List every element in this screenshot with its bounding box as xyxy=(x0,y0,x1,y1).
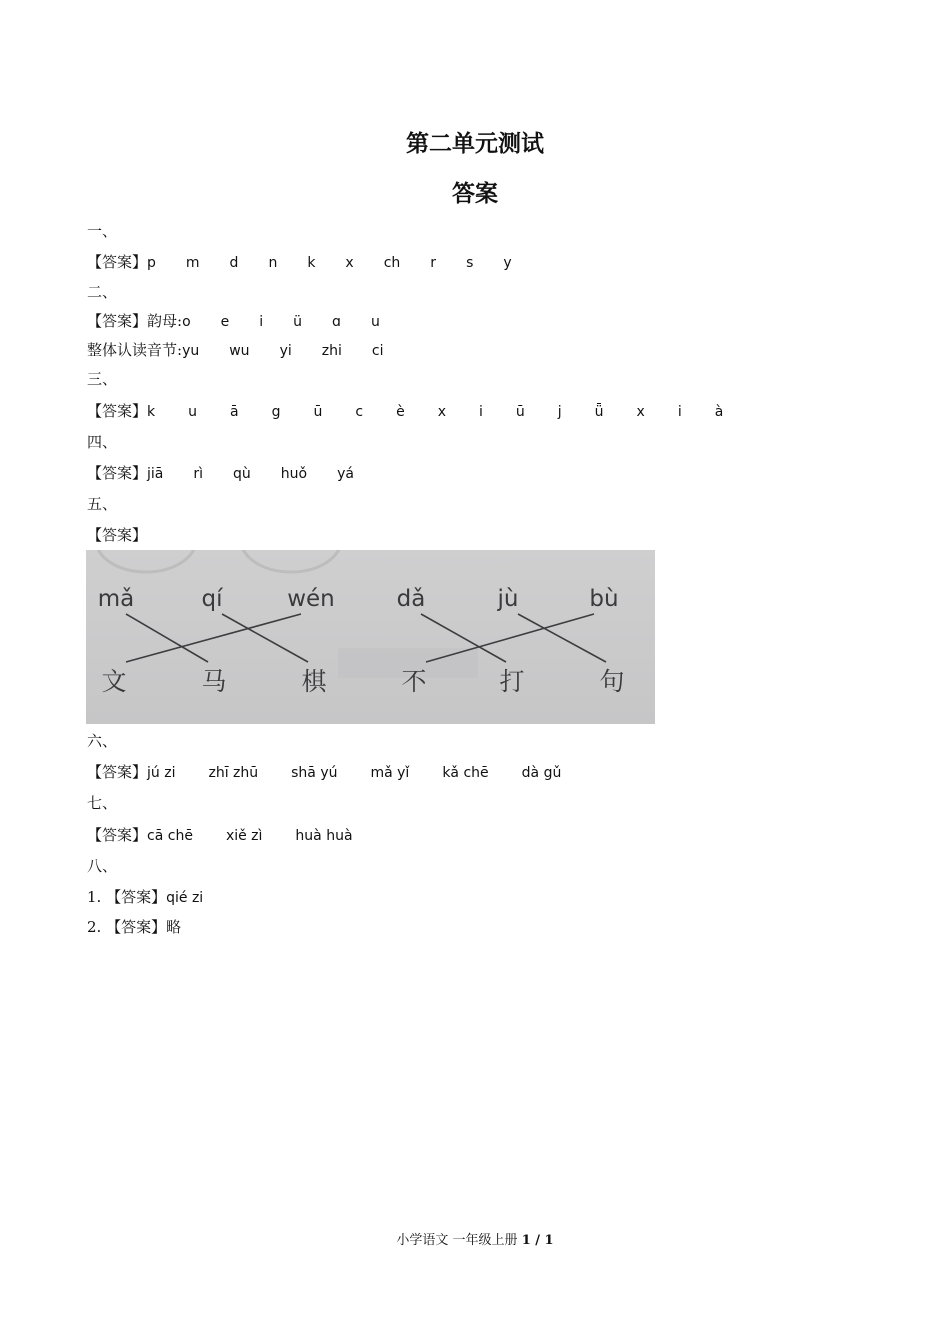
pinyin-item: huà huà xyxy=(295,828,353,844)
section-3-heading: 三、 xyxy=(87,370,118,388)
pinyin-item: k xyxy=(147,404,156,420)
pinyin-item: o xyxy=(182,314,191,330)
pinyin-item: mǎ yǐ xyxy=(370,765,410,781)
pinyin-item: è xyxy=(396,404,405,420)
zhengti-items xyxy=(182,341,383,361)
section-1-answer xyxy=(87,252,512,273)
match-line-4 xyxy=(518,614,606,662)
pinyin-top-0: mǎ xyxy=(97,586,135,612)
char-bottom-5: 句 xyxy=(599,667,625,696)
section-5-heading: 五、 xyxy=(87,495,118,513)
pinyin-item: y xyxy=(503,255,512,271)
pinyin-item: ū xyxy=(313,404,323,420)
section-4-items xyxy=(147,464,354,484)
match-line-0 xyxy=(126,614,208,662)
pinyin-item: à xyxy=(714,404,724,420)
pinyin-item: zhī zhū xyxy=(208,765,259,781)
match-line-5 xyxy=(426,614,594,662)
answer-label: 【答案】 xyxy=(87,826,148,844)
pinyin-item: xiě zì xyxy=(225,828,263,844)
pinyin-item: s xyxy=(466,255,474,271)
char-bottom-3: 不 xyxy=(401,667,427,696)
pinyin-item: jú zi xyxy=(147,765,176,781)
pinyin-item: ɑ xyxy=(332,314,341,330)
pinyin-item: e xyxy=(220,314,230,330)
pinyin-item: jiā xyxy=(147,466,164,482)
section-2-zhengti xyxy=(87,340,383,361)
pinyin-top-4: jù xyxy=(497,586,519,612)
pinyin-item: huǒ xyxy=(280,466,308,482)
pinyin-top-row xyxy=(98,586,619,612)
section-7-answer xyxy=(87,825,353,846)
char-bottom-1: 马 xyxy=(201,667,227,696)
pinyin-item: wu xyxy=(229,343,250,359)
yunmu-label: 韵母: xyxy=(147,312,183,330)
section-6-answer xyxy=(87,762,561,783)
yunmu-items xyxy=(182,312,380,332)
section-1-heading: 一、 xyxy=(87,222,118,240)
section-3-items xyxy=(147,402,723,422)
page-footer xyxy=(0,1229,950,1248)
pinyin-item: ü xyxy=(293,314,303,330)
section-3-answer xyxy=(87,401,723,422)
pinyin-item: u xyxy=(370,314,380,330)
pinyin-item: ǖ xyxy=(594,404,604,420)
pinyin-item: n xyxy=(268,255,278,271)
pinyin-item: x xyxy=(636,404,645,420)
char-bottom-0: 文 xyxy=(101,667,127,696)
section-8-heading: 八、 xyxy=(87,857,118,875)
pinyin-item: d xyxy=(229,255,239,271)
pinyin-top-3: dǎ xyxy=(396,586,426,612)
pinyin-item: r xyxy=(430,255,437,271)
pinyin-item: c xyxy=(355,404,364,420)
section-2-heading: 二、 xyxy=(87,283,118,301)
pinyin-top-5: bù xyxy=(589,586,619,612)
q1-answer: qié zi xyxy=(166,890,204,906)
match-line-2 xyxy=(126,614,301,662)
answer-label: 【答案】 xyxy=(87,526,148,544)
pinyin-item: yá xyxy=(337,466,354,482)
pinyin-item: i xyxy=(677,404,682,420)
footer-page: 1 / 1 xyxy=(521,1233,554,1248)
page-title: 第二单元测试 xyxy=(406,131,544,157)
section-6-items xyxy=(147,763,561,783)
pinyin-item: rì xyxy=(193,466,204,482)
pinyin-item: ū xyxy=(515,404,525,420)
section-7-items xyxy=(147,826,353,846)
pinyin-top-2: wén xyxy=(287,586,335,612)
section-5-answer xyxy=(87,525,147,545)
section-8-q2 xyxy=(87,917,181,937)
pinyin-item: x xyxy=(345,255,354,271)
pinyin-item: m xyxy=(185,255,200,271)
pinyin-top-1: qí xyxy=(201,586,223,612)
section-2-answer xyxy=(87,311,380,332)
char-bottom-4: 打 xyxy=(499,667,525,696)
zhengti-label: 整体认读音节: xyxy=(87,341,183,359)
section-4-answer xyxy=(87,463,354,484)
section-4-heading: 四、 xyxy=(87,433,118,451)
q1-number: 1. xyxy=(87,888,102,906)
pinyin-item: dà gǔ xyxy=(521,765,562,781)
section-6-heading: 六、 xyxy=(87,732,118,750)
answer-label: 【答案】 xyxy=(87,253,148,271)
pinyin-item: kǎ chē xyxy=(442,765,489,781)
section-8-q1 xyxy=(87,887,203,908)
pinyin-item: ā xyxy=(230,404,239,420)
q2-answer: 略 xyxy=(166,918,182,936)
answer-label: 【答案】 xyxy=(87,763,148,781)
q2-number: 2. xyxy=(87,918,102,936)
answer-label: 【答案】 xyxy=(87,312,148,330)
pinyin-item: i xyxy=(259,314,264,330)
answer-label: 【答案】 xyxy=(106,888,167,906)
pinyin-item: g xyxy=(271,404,281,420)
pinyin-item: p xyxy=(147,255,156,271)
pinyin-item: x xyxy=(437,404,446,420)
section-7-heading: 七、 xyxy=(87,794,118,812)
pinyin-item: qù xyxy=(233,466,251,482)
pinyin-item: k xyxy=(307,255,316,271)
pinyin-item: yu xyxy=(182,343,200,359)
pinyin-item: i xyxy=(478,404,483,420)
pinyin-item: zhi xyxy=(321,343,342,359)
char-bottom-2: 棋 xyxy=(301,667,327,696)
pinyin-item: shā yú xyxy=(291,765,338,781)
section-1-items xyxy=(147,253,512,273)
match-line-1 xyxy=(222,614,308,662)
pinyin-item: j xyxy=(557,404,562,420)
page-subtitle: 答案 xyxy=(452,181,498,207)
pinyin-item: cā chē xyxy=(147,828,193,844)
pinyin-item: u xyxy=(188,404,197,420)
pinyin-item: yi xyxy=(279,343,292,359)
pinyin-item: ci xyxy=(371,343,384,359)
answer-label: 【答案】 xyxy=(87,402,148,420)
matching-diagram xyxy=(86,550,655,724)
pinyin-item: ch xyxy=(383,255,401,271)
footer-subject: 小学语文 一年级上册 xyxy=(396,1233,518,1248)
answer-label: 【答案】 xyxy=(106,918,167,936)
matching-answer-image xyxy=(86,550,655,724)
answer-label: 【答案】 xyxy=(87,464,148,482)
